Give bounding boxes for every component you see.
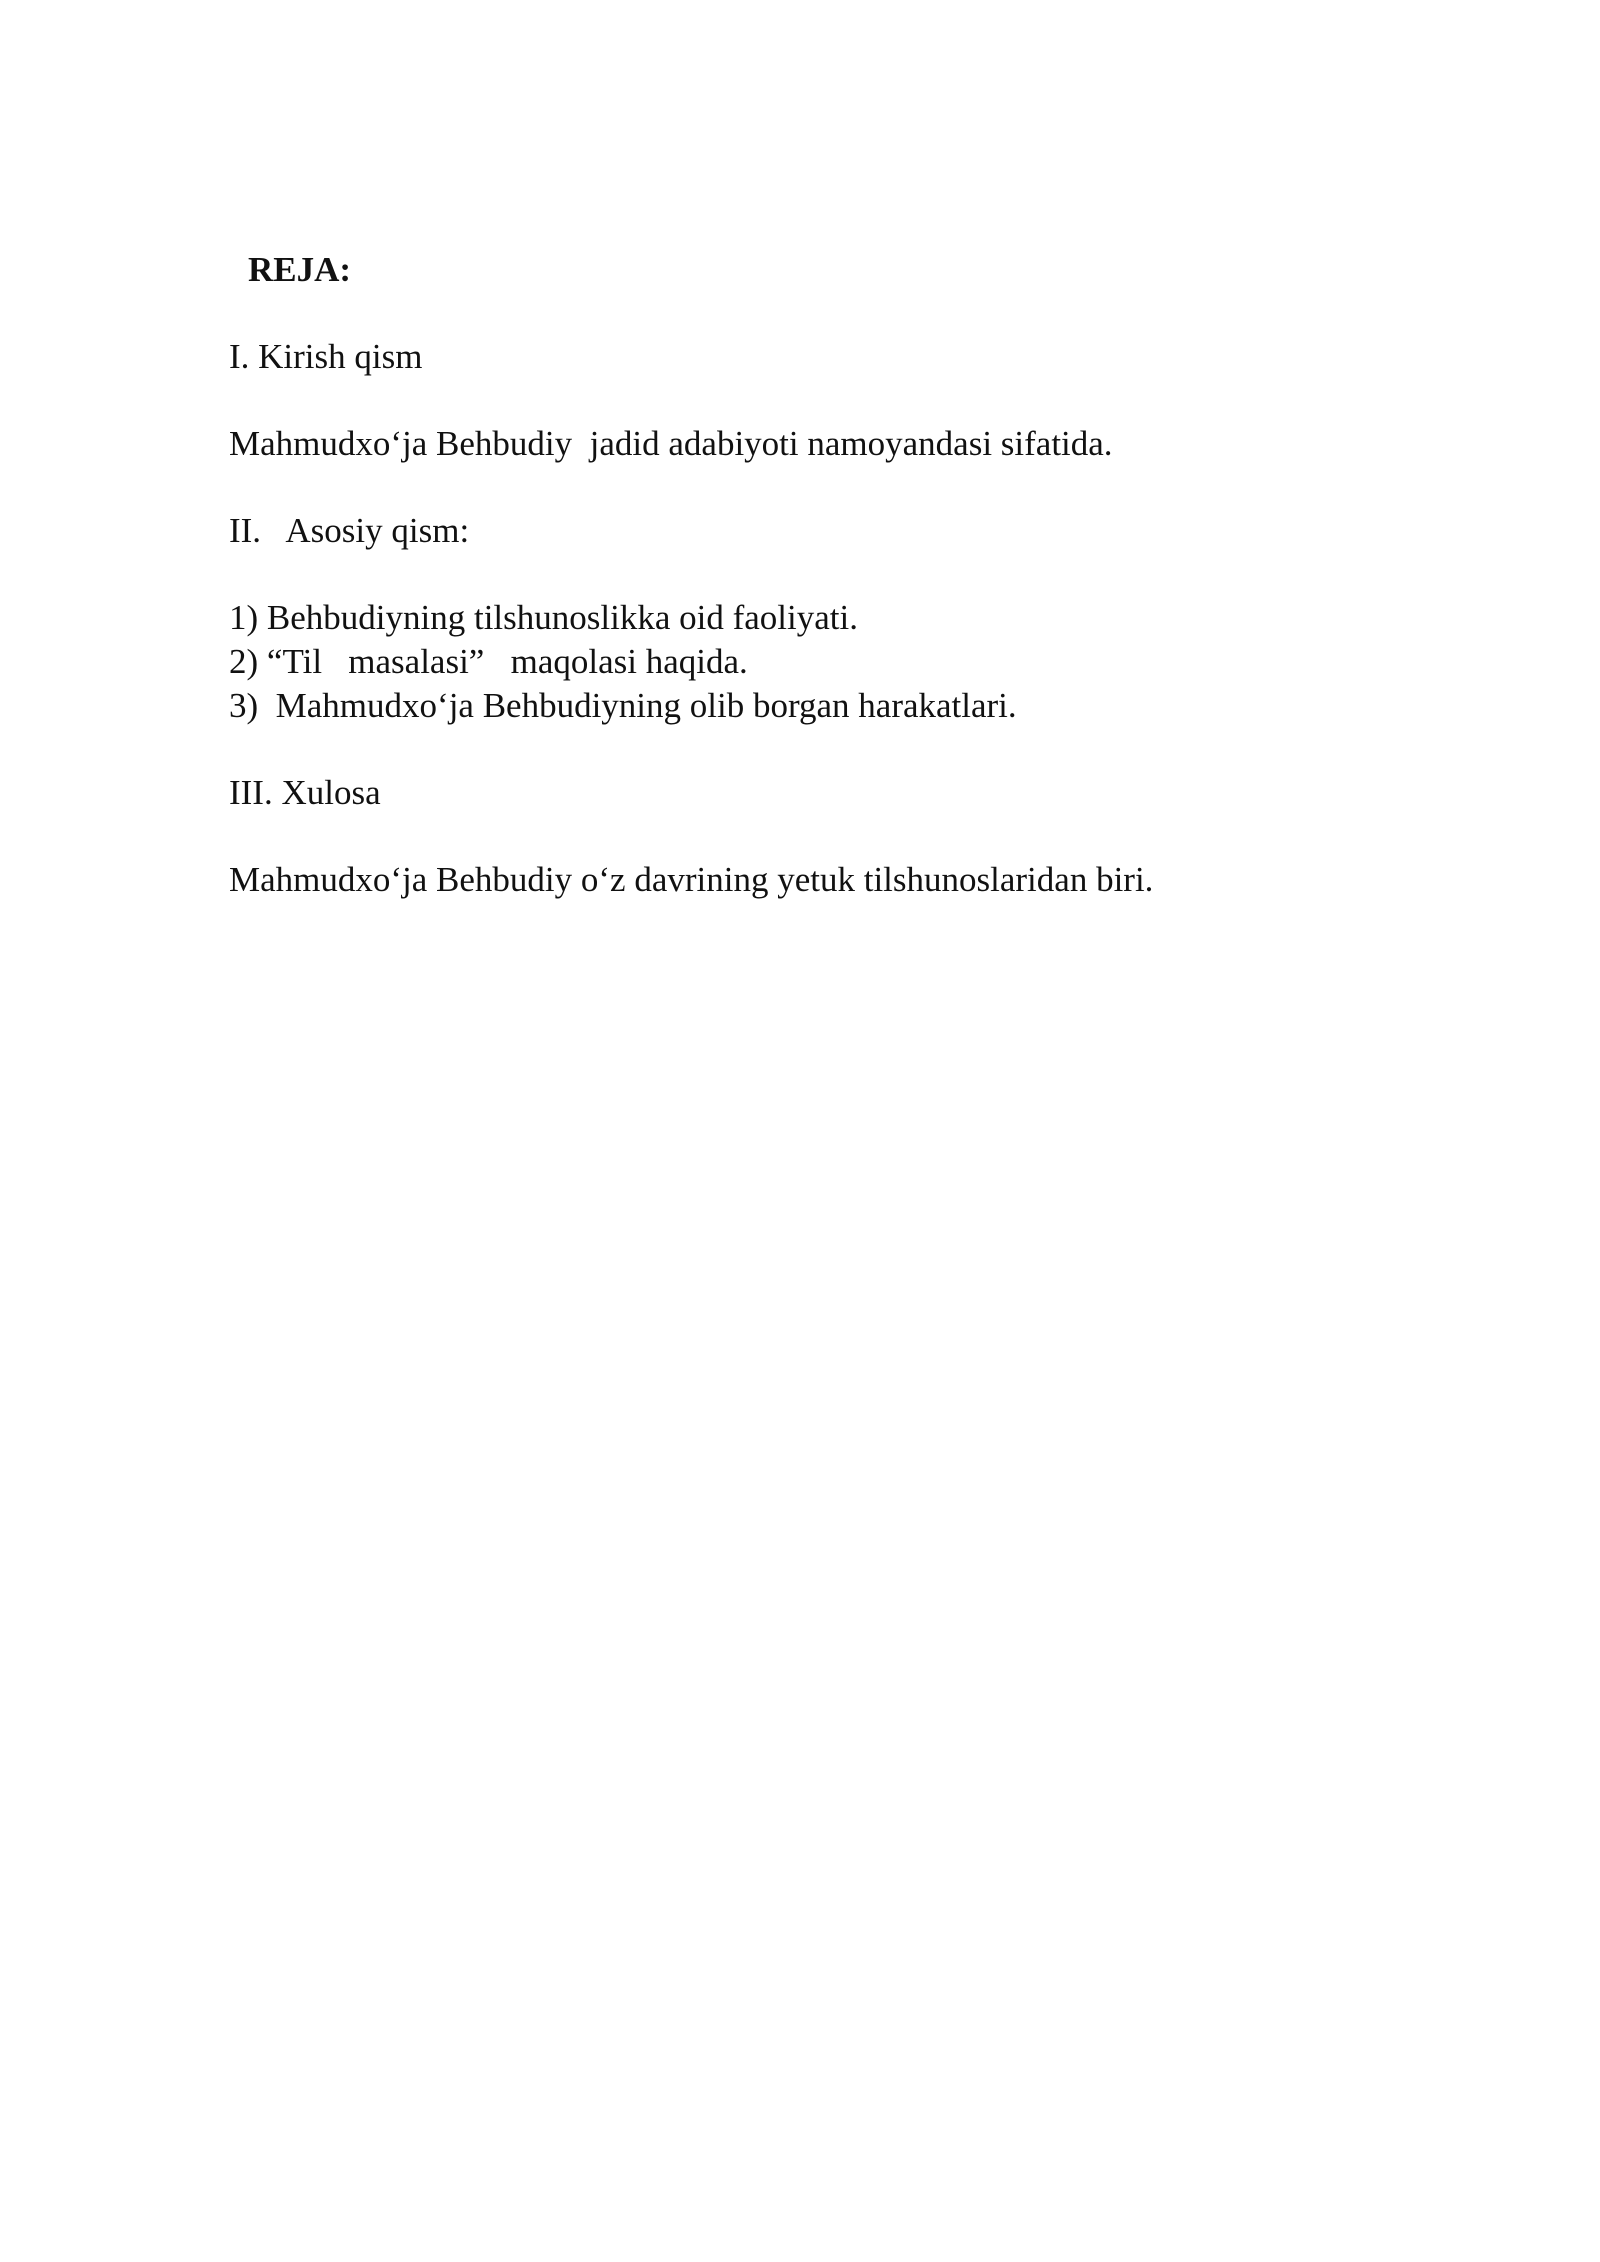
section-introduction-title: I. Kirish qism (229, 337, 423, 376)
section-conclusion-title: III. Xulosa (229, 773, 381, 812)
main-item-1: 1) Behbudiyning tilshunoslikka oid faoliyati. (229, 598, 858, 637)
conclusion-text: Mahmudxo‘ja Behbudiy o‘z davrining yetuk tilshunoslaridan biri. (229, 860, 1154, 899)
main-item-2: 2) “Til masalasi” maqolasi haqida. (229, 642, 748, 681)
main-item-3: 3) Mahmudxo‘ja Behbudiyning olib borgan harakatlari. (229, 686, 1017, 725)
section-main-title: II. Asosiy qism: (229, 511, 470, 550)
plan-heading: REJA: (248, 250, 352, 289)
introduction-text: Mahmudxo‘ja Behbudiy jadid adabiyoti namoyandasi sifatida. (229, 424, 1113, 463)
